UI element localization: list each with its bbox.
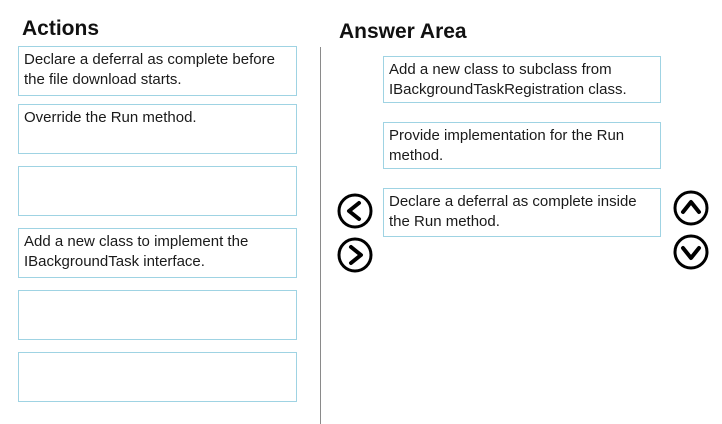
- action-slot-empty[interactable]: [18, 166, 297, 216]
- action-item-label: Add a new class to implement the IBackgroundTask interface.: [24, 233, 249, 270]
- chevron-down-icon: [673, 234, 709, 270]
- answer-area-heading: Answer Area: [339, 20, 467, 43]
- answer-item[interactable]: [383, 122, 661, 169]
- action-slot-empty[interactable]: [18, 290, 297, 340]
- chevron-up-icon: [673, 190, 709, 226]
- action-item-label: Override the Run method.: [24, 109, 197, 126]
- action-slot-empty[interactable]: [18, 352, 297, 402]
- chevron-left-icon: [337, 193, 373, 229]
- move-left-button[interactable]: [337, 193, 373, 229]
- action-item-label: Declare a deferral as complete before the file download starts.: [24, 51, 275, 88]
- answer-item-label: Declare a deferral as complete inside the Run method.: [389, 193, 637, 230]
- actions-heading: Actions: [22, 17, 100, 40]
- answer-item[interactable]: [383, 56, 661, 103]
- answer-item-selected[interactable]: [383, 188, 661, 237]
- move-up-button[interactable]: [673, 190, 709, 226]
- move-right-button[interactable]: [337, 237, 373, 273]
- chevron-right-icon: [337, 237, 373, 273]
- action-item[interactable]: [18, 46, 297, 96]
- answer-item-label: Provide implementation for the Run method.: [389, 127, 625, 164]
- column-divider: [320, 47, 321, 424]
- answer-item-label: Add a new class to subclass from IBackgroundTaskRegistration class.: [389, 61, 627, 98]
- action-item[interactable]: [18, 104, 297, 154]
- move-down-button[interactable]: [673, 234, 709, 270]
- action-item[interactable]: [18, 228, 297, 278]
